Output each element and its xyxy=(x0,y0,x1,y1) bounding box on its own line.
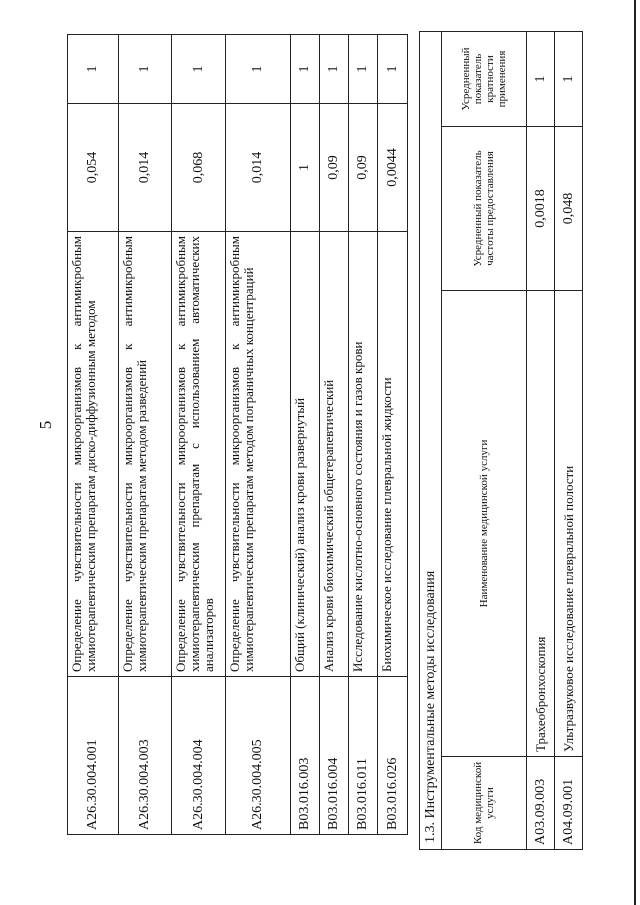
service-name: Анализ крови биохимический общетерапевтический xyxy=(320,232,349,677)
service-code: B03.016.011 xyxy=(349,677,378,835)
service-name: Определение чувствительности микроорганизмов к антимикробным химиотерапевтическим препаратам с использованием автоматических анализаторов xyxy=(172,232,226,677)
service-code: A26.30.004.001 xyxy=(68,677,119,835)
table-row xyxy=(119,35,172,835)
table-header-row xyxy=(442,31,527,849)
frequency-value: 0,0044 xyxy=(378,104,408,232)
table-row xyxy=(349,35,378,835)
service-code: B03.016.004 xyxy=(320,677,349,835)
column-header-code: Код медицинской услуги xyxy=(442,757,527,850)
multiplicity-value: 1 xyxy=(226,35,291,104)
service-name: Определение чувствительности микроорганизмов к антимикробным химиотерапевтическим препаратам методом пограничных концентраций xyxy=(226,232,291,677)
frequency-value: 0,014 xyxy=(119,104,172,232)
section-title-row xyxy=(420,31,442,849)
scan-edge xyxy=(634,0,636,905)
frequency-value: 1 xyxy=(291,104,320,232)
instrumental-methods-table xyxy=(419,31,583,850)
multiplicity-value: 1 xyxy=(172,35,226,104)
table-row xyxy=(320,35,349,835)
service-name: Ультразвуковое исследование плевральной полости xyxy=(555,291,583,757)
column-header-frequency: Усредненный показатель частоты предоставления xyxy=(442,127,527,291)
service-code: A26.30.004.003 xyxy=(119,677,172,835)
service-name: Определение чувствительности микроорганизмов к антимикробным химиотерапевтическим препаратам диско-диффузионным методом xyxy=(68,232,119,677)
service-code: A26.30.004.005 xyxy=(226,677,291,835)
multiplicity-value: 1 xyxy=(555,31,583,126)
frequency-value: 0,09 xyxy=(320,104,349,232)
table-row xyxy=(68,35,119,835)
table-row xyxy=(291,35,320,835)
service-code: A04.09.001 xyxy=(555,757,583,850)
table-row xyxy=(226,35,291,835)
service-code: A26.30.004.004 xyxy=(172,677,226,835)
service-name: Определение чувствительности микроорганизмов к антимикробным химиотерапевтическим препаратам методом разведений xyxy=(119,232,172,677)
service-code: B03.016.026 xyxy=(378,677,408,835)
column-header-multiplicity: Усредненный показатель кратности применения xyxy=(442,31,527,126)
multiplicity-value: 1 xyxy=(527,31,555,126)
frequency-value: 0,0018 xyxy=(527,127,555,291)
table-row xyxy=(172,35,226,835)
service-name: Общий (клинический) анализ крови развернутый xyxy=(291,232,320,677)
frequency-value: 0,048 xyxy=(555,127,583,291)
section-title: 1.3. Инструментальные методы исследования xyxy=(420,31,442,849)
frequency-value: 0,068 xyxy=(172,104,226,232)
table-row xyxy=(527,31,555,849)
multiplicity-value: 1 xyxy=(68,35,119,104)
table-row xyxy=(378,35,408,835)
upper-services-table xyxy=(67,34,408,835)
multiplicity-value: 1 xyxy=(119,35,172,104)
column-header-name: Наименование медицинской услуги xyxy=(442,291,527,757)
service-code: B03.016.003 xyxy=(291,677,320,835)
frequency-value: 0,09 xyxy=(349,104,378,232)
service-name: Трахеобронхоскопия xyxy=(527,291,555,757)
page-number: 5 xyxy=(36,420,55,430)
multiplicity-value: 1 xyxy=(291,35,320,104)
service-name: Биохимическое исследование плевральной жидкости xyxy=(378,232,408,677)
table-row xyxy=(555,31,583,849)
multiplicity-value: 1 xyxy=(349,35,378,104)
service-name: Исследование кислотно-основного состояния и газов крови xyxy=(349,232,378,677)
multiplicity-value: 1 xyxy=(320,35,349,104)
service-code: A03.09.003 xyxy=(527,757,555,850)
frequency-value: 0,014 xyxy=(226,104,291,232)
multiplicity-value: 1 xyxy=(378,35,408,104)
frequency-value: 0,054 xyxy=(68,104,119,232)
